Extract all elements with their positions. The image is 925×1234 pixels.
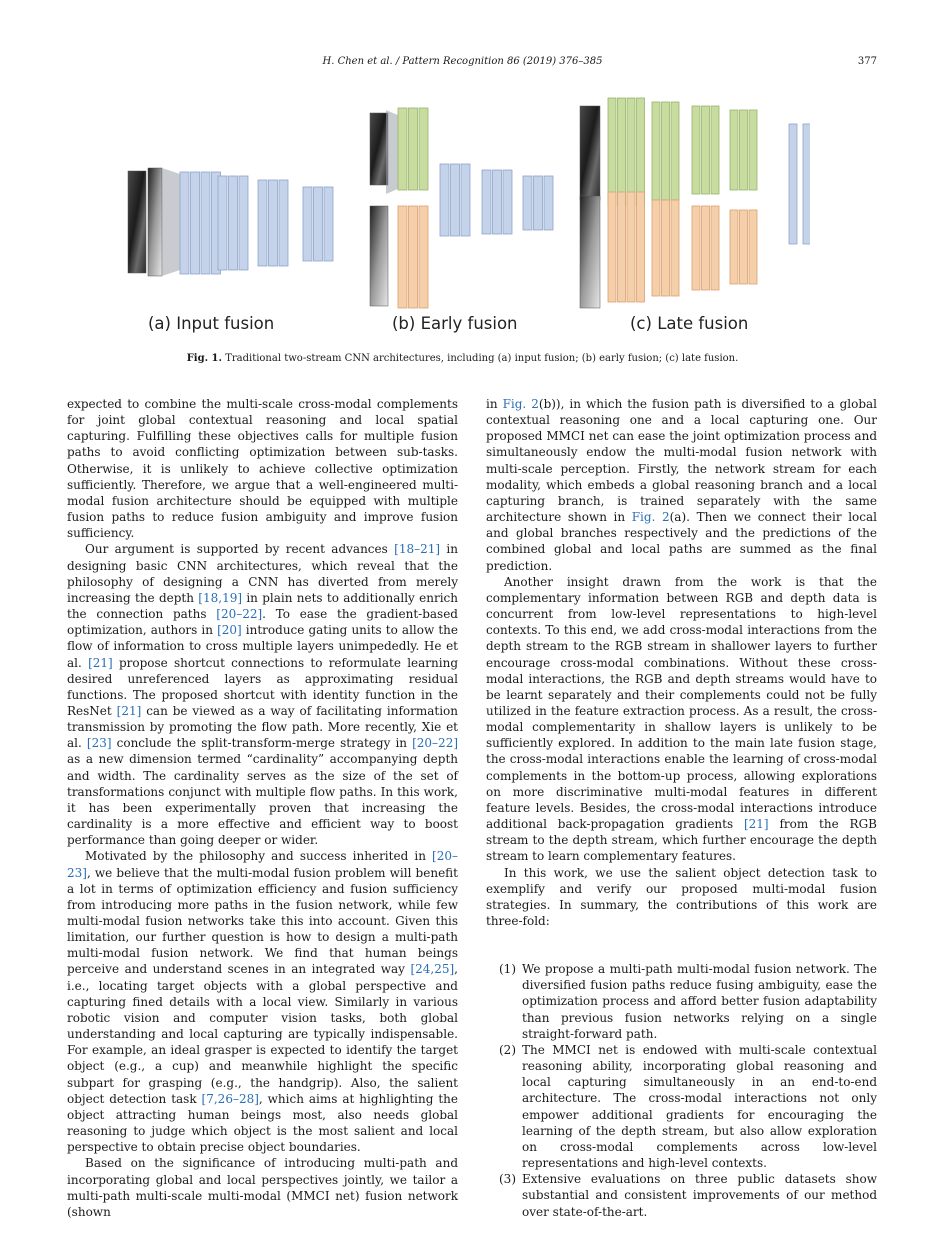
conv-layer-block [191,172,200,274]
conv-layer-block [730,210,738,284]
conv-layer-block [229,176,238,270]
conv-layer-block [608,192,616,302]
contribution-number: (3) [499,1172,516,1187]
conv-layer-block [740,210,748,284]
conv-layer-block [279,180,288,266]
text-run: in [486,397,503,411]
text-run: (b)), in which the fusion path is diversified to a global contextual reasoning one and a local capturing one. Our proposed MMCI net can ease the joint optimization process and simultaneously endow the multi-modal fusion network with multi-scale perception. Firstly, the network stream for each modality, which embeds a global reasoning branch and a local capturing branch, is trained separately with the same architecture shown in [486,397,878,525]
contribution-number: (2) [499,1042,516,1057]
text-run: can be viewed as a way of facilitating information transmission by promoting the flow path. More recently, Xie et al. [67,703,458,751]
paragraph [486,865,877,930]
conv-layer-block [180,172,189,274]
citation-link[interactable]: [18,19] [198,590,243,605]
conv-layer-block [662,200,670,296]
rgb-input-image [128,171,146,273]
right-column [486,396,877,1220]
caption-label: Fig. 1. [186,353,222,364]
conv-layer-block [239,176,248,270]
text-run: conclude the split-transform-merge strategy in [111,736,413,751]
citation-link[interactable]: [18–21] [394,542,441,557]
conv-layer-block [652,102,660,200]
citation-link[interactable]: [20–23] [67,849,458,880]
citation-link[interactable]: [20–22] [216,607,263,622]
text-run: Based on the significance of introducing multi-path and incorporating global and local perspectives jointly, we tailor a multi-path multi-scale multi-modal (MMCI net) fusion network (shown [67,1156,458,1219]
conv-layer-block [637,192,645,302]
conv-layer-block [419,108,428,190]
conv-layer-block [493,170,502,234]
text-run: Motivated by the philosophy and success inherited in [85,849,433,864]
depth-input-image [580,196,600,308]
text-run: expected to combine the multi-scale cross-modal complements for joint global contextual reasoning and local spatial capturing. Fulfilling these objectives calls for multiple fusion paths to avoid conflicting optimization between sub-tasks. Otherwise, it is unlikely to achieve collective optimization sufficiently. Therefore, we argue that a well-engineered multi-modal fusion architecture should be equipped with multiple fusion paths to reduce fusion ambiguity and improve fusion sufficiency. [67,397,458,541]
conv-layer-block [303,187,312,261]
journal-citation: H. Chen et al. / Pattern Recognition 86 (2019) 376–385 [322,56,603,67]
conv-layer-block [789,124,797,244]
text-run: , we believe that the multi-modal fusion problem will benefit a lot in terms of optimization efficiency and fusion sufficiency from introducing more paths in the fusion network, while few multi-modal fusion networks take this into account. Given this limitation, our further question is how to design a multi-path multi-modal fusion network. We find that human beings perceive and understand scenes in an integrated way [67,865,458,977]
conv-layer-block [618,98,626,206]
contribution-item [486,961,877,1042]
conv-layer-block [637,98,645,206]
contributions-list [486,961,877,1220]
conv-layer-block [409,108,418,190]
depth-input-image [148,168,162,276]
conv-layer-block [803,124,810,244]
conv-layer-block [671,200,679,296]
text-run: Another insight drawn from the work is that the complementary information between RGB and depth data is concurrent from low-level representations to high-level contexts. To this end, we add cross-modal interactions from the depth stream to the RGB stream in shallower layers to further encourage cross-modal combinations. Without these cross-modal interactions, the RGB and depth streams would have to be learnt separately and their complements could not be fully utilized in the feature extraction process. As a result, the cross-modal complementarity in shallow layers is unlikely to be sufficiently explored. In addition to the main late fusion stage, the cross-modal interactions enable the learning of cross-modal complements in the bottom-up process, allowing explorations on more discriminative multi-modal features in different feature levels. Besides, the cross-modal interactions introduce additional back-propagation gradients [486,574,877,832]
citation-link[interactable]: [23] [86,736,112,751]
conv-layer-block [258,180,267,266]
label-input-fusion: (a) Input fusion [148,314,275,333]
conv-layer-block [618,192,626,302]
contribution-text: The MMCI net is endowed with multi-scale contextual reasoning ability, incorporating global reasoning and local capturing simultaneously in an end-to-end architecture. The cross-modal interactions not only empower additional gradients for encouraging the learning of the depth stream, but also allow exploration on cross-modal complements across low-level representations and high-level contexts. [522,1042,877,1171]
conv-layer-block [702,106,710,194]
contribution-item [486,1042,877,1171]
conv-layer-block [711,206,719,290]
conv-layer-block [730,110,738,190]
conv-layer-block [740,110,748,190]
conv-layer-block [523,176,532,230]
conv-layer-block [461,164,470,236]
citation-link[interactable]: [20] [217,623,242,638]
paragraph [67,1155,458,1220]
figure-1 [120,88,810,350]
text-run: propose shortcut connections to reformulate learning desired unreferenced layers as approximating residual functions. The proposed shortcut with identity function in the ResNet [67,655,459,718]
citation-link[interactable]: [7,26–28] [201,1091,259,1106]
conv-layer-block [419,206,428,308]
text-run: In this work, we use the salient object detection task to exemplify and verify our proposed multi-modal fusion strategies. In summary, the contributions of this work are three-fold: [486,865,877,928]
text-run: in designing basic CNN architectures, which reveal that the philosophy of designing a CNN has diverted from merely increasing the depth [67,542,458,605]
conv-layer-block [627,192,635,302]
left-column [67,396,458,1220]
contribution-text: We propose a multi-path multi-modal fusion network. The diversified fusion paths reduce fusing ambiguity, ease the optimization process and afford better fusion adaptability than previous fusion networks relying on a single straight-forward path. [522,962,877,1041]
right-column-paragraphs [486,396,877,929]
text-run: as a new dimension termed “cardinality” accompanying depth and width. The cardinality serves as the size of the set of transformations conjunct with multiple flow paths. In this work, it has been experimentally proven that increasing the cardinality is a more effective and efficient way to boost performance than going deeper or wider. [67,752,458,848]
page-number: 377 [857,56,877,67]
rgb-input-image [580,106,600,200]
conv-layer-block [398,108,407,190]
citation-link[interactable]: [21] [116,703,142,718]
paragraph [67,541,458,848]
conv-layer-block [671,102,679,200]
text-run: introduce gating units to allow the flow of information to cross multiple layers unimpededly. He et al. [67,623,458,670]
conv-layer-block [692,106,700,194]
citation-link[interactable]: [21] [88,655,113,670]
conv-layer-block [269,180,278,266]
label-late-fusion: (c) Late fusion [630,314,749,333]
text-run: Our argument is supported by recent advances [85,542,395,557]
text-run: in plain nets to additionally enrich the connection paths [67,590,458,622]
contribution-number: (1) [499,962,516,977]
figure-caption [0,353,925,364]
text-run: , which aims at highlighting the object attracting human beings most, also needs global reasoning to judge which object is the most salient and local perspective to obtain precise object boundaries. [67,1091,458,1155]
text-run: from the RGB stream to the depth stream, which further encourage the depth stream to learn complementary features. [486,817,877,864]
conv-layer-block [218,176,227,270]
conv-layer-block [711,106,719,194]
conv-layer-block [702,206,710,290]
citation-link[interactable]: [20–22] [412,736,459,751]
conv-layer-block [749,110,757,190]
contribution-item [486,1171,877,1219]
fusion-architectures-diagram [120,88,810,313]
text-run: (a). Then we connect their local and global branches respectively and the predictions of the combined global and local paths are summed as the final prediction. [486,510,877,573]
conv-layer-block [451,164,460,236]
conv-layer-block [482,170,491,234]
conv-layer-block [749,210,757,284]
conv-layer-block [409,206,418,308]
paragraph [486,396,877,574]
conv-layer-block [662,102,670,200]
conv-layer-block [627,98,635,206]
citation-link[interactable]: Fig. 2 [631,510,670,525]
conv-layer-block [544,176,553,230]
text-run: . To ease the gradient-based optimization, authors in [67,607,458,638]
conv-layer-block [652,200,660,296]
paragraph [486,574,877,865]
conv-layer-block [324,187,333,261]
depth-input-image [370,206,388,306]
conv-layer-block [692,206,700,290]
rgb-input-image [370,113,388,185]
citation-link[interactable]: Fig. 2 [502,397,539,411]
conv-layer-block [398,206,407,308]
conv-layer-block [440,164,449,236]
conv-layer-block [314,187,323,261]
paragraph [67,396,458,541]
conv-layer-block [534,176,543,230]
conv-layer-block [608,98,616,206]
paragraph [67,848,458,1155]
conv-layer-block [503,170,512,234]
citation-link[interactable]: [21] [743,817,769,832]
caption-text: Traditional two-stream CNN architectures, including (a) input fusion; (b) early fusion; (c) late fusion. [225,353,739,364]
label-early-fusion: (b) Early fusion [392,314,518,333]
running-header [0,56,925,72]
projection-shade [162,168,180,276]
contribution-text: Extensive evaluations on three public datasets show substantial and consistent improvements of our method over state-of-the-art. [522,1172,877,1219]
conv-layer-block [201,172,210,274]
text-run: , i.e., locating target objects with a global perspective and capturing fined details with a local view. Similarly in various robotic vision and computer vision tasks, both global understanding and local capturing are typically indispensable. For example, an ideal grasper is expected to identify the target object (e.g., a cup) and meanwhile highlight the specific subpart for grasping (e.g., the handgrip). Also, the salient object detection task [67,962,458,1106]
citation-link[interactable]: [24,25] [410,962,455,977]
